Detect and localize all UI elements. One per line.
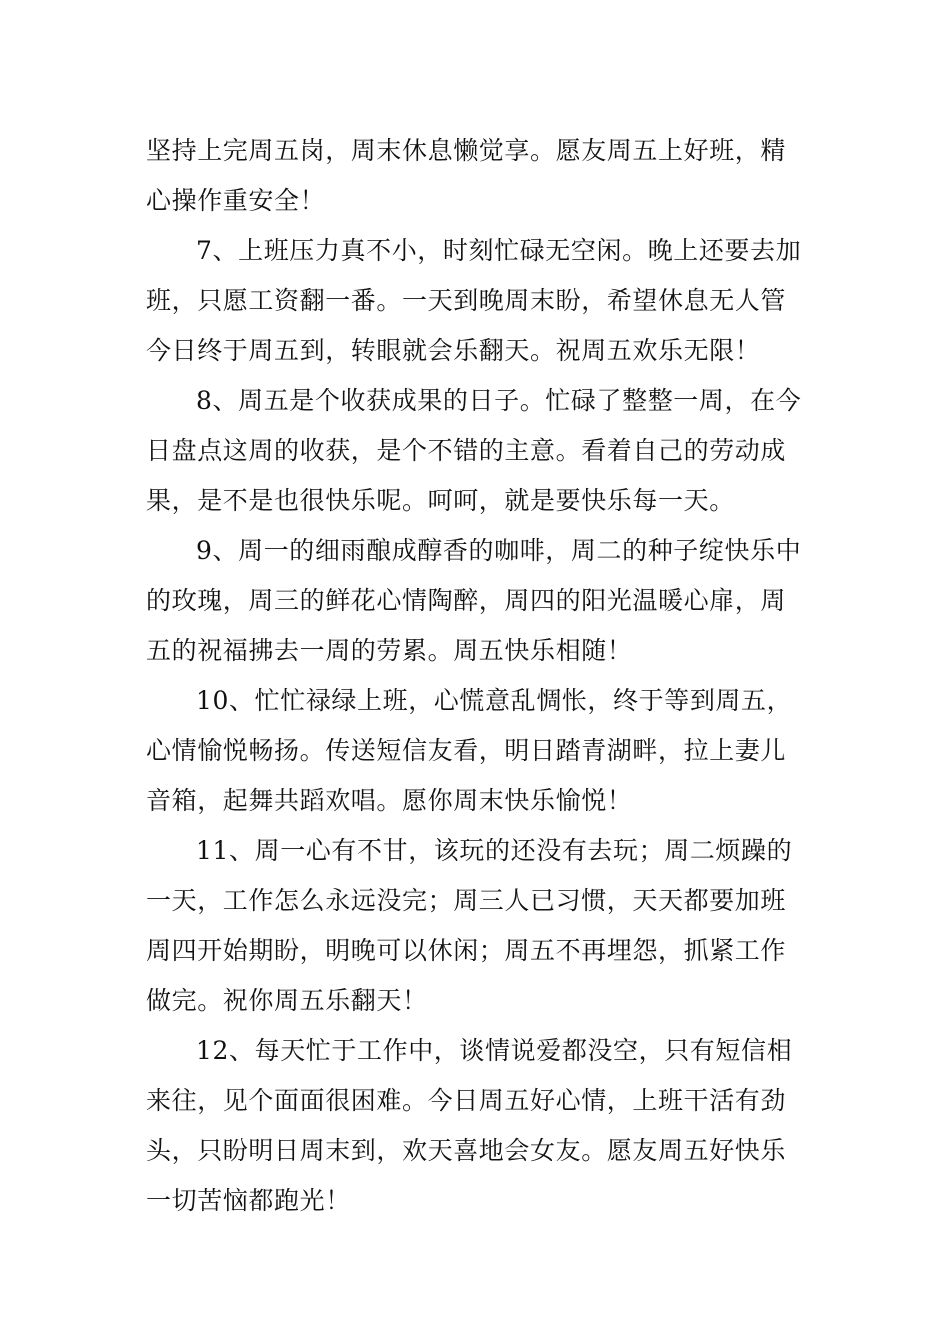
text-line: 果，是不是也很快乐呢。呵呵，就是要快乐每一天。 — [146, 486, 735, 515]
text-line: 心操作重安全！ — [146, 186, 326, 215]
text-line: 来往，见个面面很困难。今日周五好心情，上班干活有劲 — [146, 1086, 787, 1115]
paragraph-8-first-line: 8、周五是个收获成果的日子。忙碌了整整一周，在今 — [196, 386, 802, 415]
text-line: 心情愉悦畅扬。传送短信友看，明日踏青湖畔，拉上妻儿 — [146, 736, 787, 765]
paragraph-10-first-line: 10、忙忙禄绿上班，心慌意乱惆怅，终于等到周五， — [196, 686, 793, 715]
text-line: 音箱，起舞共蹈欢唱。愿你周末快乐愉悦！ — [146, 786, 633, 815]
text-line: 班，只愿工资翻一番。一天到晚周末盼，希望休息无人管 — [146, 286, 787, 315]
text-line: 的玫瑰，周三的鲜花心情陶醉，周四的阳光温暖心扉，周 — [146, 586, 787, 615]
paragraph-12-first-line: 12、每天忙于工作中，谈情说爱都没空，只有短信相 — [196, 1036, 793, 1065]
text-line: 日盘点这周的收获，是个不错的主意。看着自己的劳动成 — [146, 436, 787, 465]
text-line: 坚持上完周五岗，周末休息懒觉享。愿友周五上好班，精 — [146, 136, 787, 165]
text-line: 头，只盼明日周末到，欢天喜地会女友。愿友周五好快乐 — [146, 1136, 787, 1165]
paragraph-7-first-line: 7、上班压力真不小，时刻忙碌无空闲。晚上还要去加 — [196, 236, 802, 265]
text-line: 周四开始期盼，明晚可以休闲；周五不再埋怨，抓紧工作 — [146, 936, 787, 965]
paragraph-11-first-line: 11、周一心有不甘，该玩的还没有去玩；周二烦躁的 — [196, 836, 793, 865]
paragraph-9-first-line: 9、周一的细雨酿成醇香的咖啡，周二的种子绽快乐中 — [196, 536, 802, 565]
text-line: 一天，工作怎么永远没完；周三人已习惯，天天都要加班 — [146, 886, 787, 915]
text-line: 一切苦恼都跑光！ — [146, 1186, 351, 1215]
text-line: 五的祝福拂去一周的劳累。周五快乐相随！ — [146, 636, 633, 665]
document-body — [146, 126, 806, 1226]
text-line: 做完。祝你周五乐翻天！ — [146, 986, 428, 1015]
text-line: 今日终于周五到，转眼就会乐翻天。祝周五欢乐无限！ — [146, 336, 761, 365]
